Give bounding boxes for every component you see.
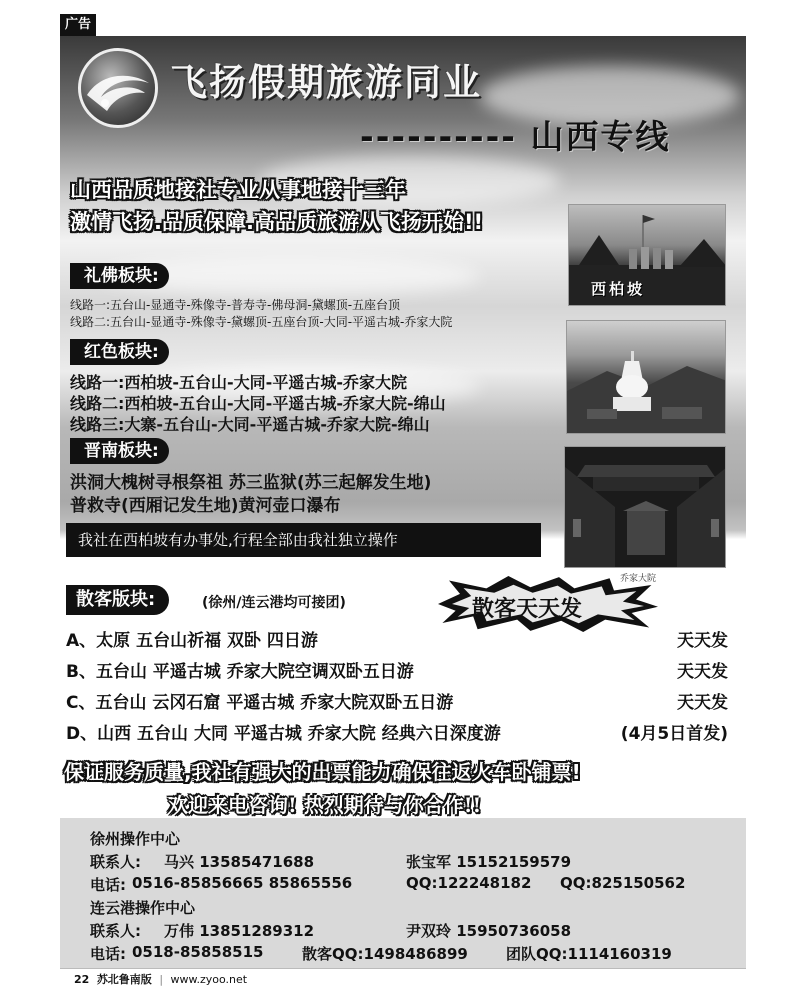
tour-item-b — [66, 657, 736, 681]
qiaojia-photo — [564, 446, 726, 568]
xuzhou-contact-label: 联系人: — [90, 853, 141, 871]
lyg-person-1: 万伟 13851289312 — [164, 922, 315, 940]
xuzhou-person-2: 张宝军 15152159579 — [406, 853, 572, 871]
lyg-person-2: 尹双玲 15950736058 — [406, 922, 572, 940]
section-sanke-header: 散客版块: — [66, 585, 169, 615]
lyg-center-name: 连云港操作中心 — [90, 899, 196, 917]
ad-panel — [60, 36, 746, 968]
xuzhou-qq-2: QQ:825150562 — [560, 874, 686, 892]
white-pagoda-icon — [567, 321, 726, 434]
tour-item-a — [66, 626, 736, 650]
tour-freq: 天天发 — [677, 631, 728, 651]
contact-box — [60, 818, 746, 968]
welcome-banner: 欢迎来电咨询! 热烈期待与你合作!! — [168, 793, 482, 817]
xuzhou-phone-label: 电话: — [90, 876, 126, 894]
page-number: 22 — [74, 973, 90, 986]
page-subtitle: ---------- 山西专线 — [360, 117, 671, 156]
qiaojia-caption: 乔家大院 — [620, 574, 657, 584]
tour-desc: C、五台山 云冈石窟 平遥古城 乔家大院双卧五日游 — [66, 693, 454, 713]
tour-desc: A、太原 五台山祈福 双卧 四日游 — [66, 631, 318, 651]
courtyard-icon — [565, 447, 726, 568]
lyg-qq-1: 散客QQ:1498486899 — [302, 945, 468, 963]
tour-freq: (4月5日首发) — [620, 724, 728, 744]
xibaipo-photo — [568, 204, 726, 306]
wutaishan-photo — [566, 320, 726, 434]
hongse-route-1: 线路一:西柏坡-五台山-大同-平遥古城-乔家大院 — [70, 373, 407, 392]
company-logo — [78, 48, 158, 128]
xuzhou-person-1: 马兴 13585471688 — [164, 853, 315, 871]
xuzhou-phones: 0516-85856665 85865556 — [132, 874, 353, 892]
lyg-phone-label: 电话: — [90, 945, 126, 963]
ad-label: 广告 — [60, 14, 96, 36]
footer-separator: | — [159, 973, 164, 986]
lyg-contact-label: 联系人: — [90, 922, 141, 940]
office-note-bar: 我社在西柏坡有办事处,行程全部由我社独立操作 — [66, 523, 541, 557]
footer-url[interactable]: www.zyoo.net — [170, 973, 248, 986]
tour-desc: B、五台山 平遥古城 乔家大院空调双卧五日游 — [66, 662, 414, 682]
section-hongse-header: 红色板块: — [70, 339, 169, 365]
lyg-phones: 0518-85858515 — [132, 943, 264, 961]
lyg-qq-2: 团队QQ:1114160319 — [506, 945, 672, 963]
page-footer — [60, 968, 746, 990]
hongse-route-3: 线路三:大寨-五台山-大同-平遥古城-乔家大院-绵山 — [70, 415, 430, 434]
tagline-2: 激情飞扬.品质保障.高品质旅游从飞扬开始!! — [70, 210, 484, 234]
lifo-route-1: 线路一:五台山-显通寺-殊像寺-普寿寺-佛母洞-黛螺顶-五座台顶 — [70, 298, 401, 312]
edition-name: 苏北鲁南版 — [96, 973, 152, 986]
jinnan-line-1: 洪洞大槐树寻根祭祖 苏三监狱(苏三起解发生地) — [70, 473, 432, 493]
sanke-note: (徐州/连云港均可接团) — [202, 595, 346, 611]
guarantee-banner: 保证服务质量,我社有强大的出票能力确保往返火车卧铺票! — [64, 760, 581, 784]
starburst-text: 散客天天发 — [472, 597, 583, 622]
xibaipo-caption: 西柏坡 — [591, 280, 646, 298]
tagline-1: 山西品质地接社专业从事地接十三年 — [70, 178, 406, 202]
hongse-route-2: 线路二:西柏坡-五台山-大同-平遥古城-乔家大院-绵山 — [70, 394, 446, 413]
tour-item-c — [66, 688, 736, 712]
xuzhou-qq-1: QQ:122248182 — [406, 874, 532, 892]
swoosh-logo-icon — [81, 51, 155, 125]
tour-desc: D、山西 五台山 大同 平遥古城 乔家大院 经典六日深度游 — [66, 724, 501, 744]
tour-item-d — [66, 719, 736, 743]
jinnan-line-2: 普救寺(西厢记发生地)黄河壶口瀑布 — [70, 496, 341, 516]
xuzhou-center-name: 徐州操作中心 — [90, 830, 181, 848]
section-jinnan-header: 晋南板块: — [70, 438, 169, 464]
tour-freq: 天天发 — [677, 693, 728, 713]
lifo-route-2: 线路二:五台山-显通寺-殊像寺-黛螺顶-五座台顶-大同-平遥古城-乔家大院 — [70, 315, 453, 329]
section-lifo-header: 礼佛板块: — [70, 263, 169, 289]
page-title: 飞扬假期旅游同业 — [170, 60, 482, 104]
tour-freq: 天天发 — [677, 662, 728, 682]
